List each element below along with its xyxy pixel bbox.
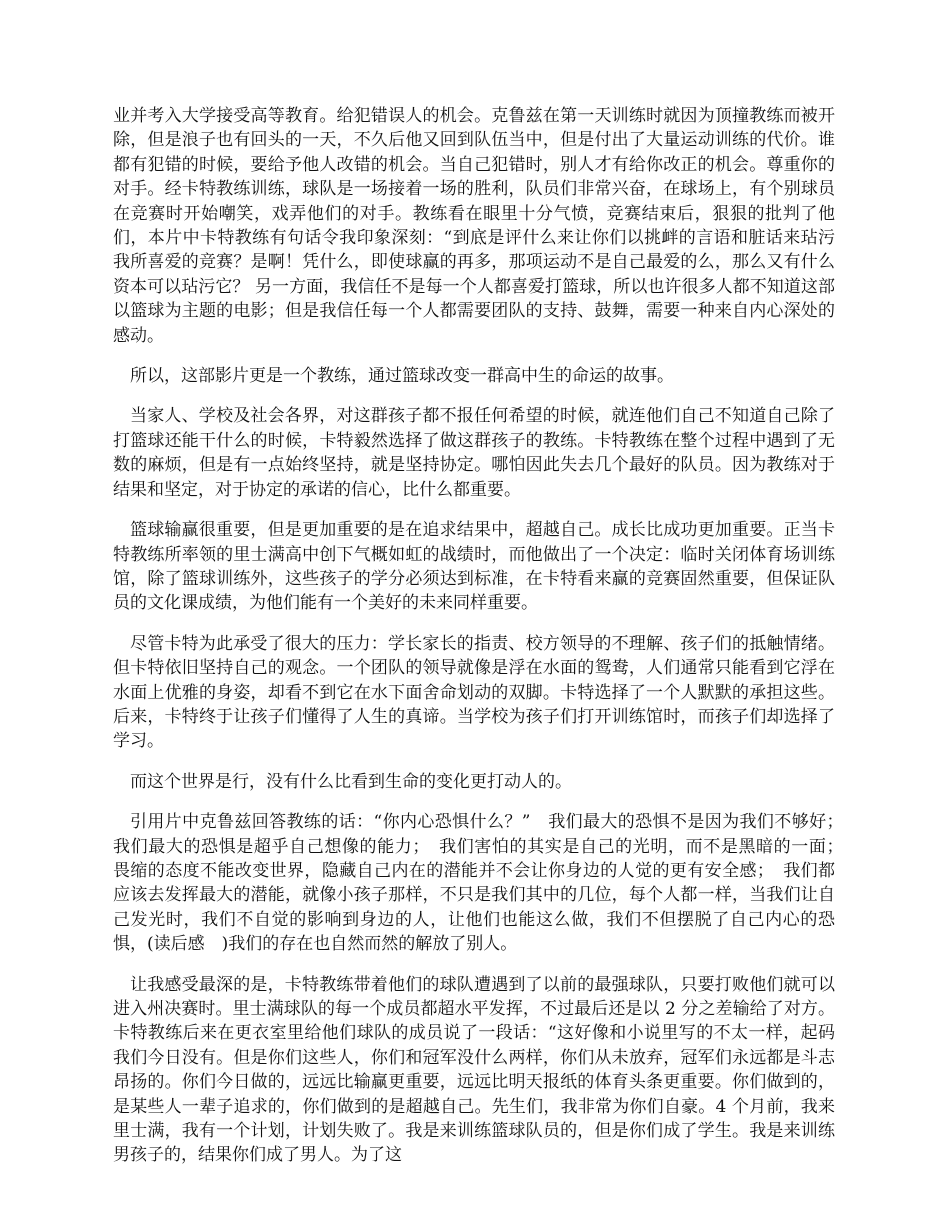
- paragraph-3: 当家人、学校及社会各界，对这群孩子都不报任何希望的时候，就连他们自己不知道自己除了打篮球还能干什么的时候，卡特毅然选择了做这群孩子的教练。卡特教练在整个过程中遇到了无数的麻烦，但是有一点始终坚持，就是坚持协定。哪怕因此失去几个最好的队员。因为教练对于结果和坚定，对于协定的承诺的信心，比什么都重要。: [113, 406, 835, 500]
- paragraph-4: 篮球输赢很重要，但是更加重要的是在追求结果中，超越自己。成长比成功更加重要。正当卡特教练所率领的里士满高中创下气概如虹的战绩时，而他做出了一个决定：临时关闭体育场训练馆，除了篮球训练外，这些孩子的学分必须达到标准，在卡特看来赢的竞赛固然重要，但保证队员的文化课成绩，为他们能有一个美好的未来同样重要。: [113, 520, 835, 614]
- paragraph-8: 让我感受最深的是，卡特教练带着他们的球队遭遇到了以前的最强球队，只要打败他们就可以进入州决赛时。里士满球队的每一个成员都超水平发挥，不过最后还是以 2 分之差输给了对方。卡特教练后来在更衣室里给他们球队的成员说了一段话：“这好像和小说里写的不太一样，起码我们今日没有。但是你们这些人，你们和冠军没什么两样，你们从未放弃，冠军们永远都是斗志昂扬的。你们今日做的，远远比输赢更重要，远远比明天报纸的体育头条更重要。你们做到的，是某些人一辈子追求的，你们做到的是超越自己。先生们，我非常为你们自豪。4 个月前，我来里士满，我有一个计划，计划失败了。我是来训练篮球队员的，但是你们成了学生。我是来训练男孩子的，结果你们成了男人。为了这: [113, 974, 835, 1166]
- paragraph-6: 而这个世界是行，没有什么比看到生命的变化更打动人的。: [130, 771, 572, 792]
- paragraph-7: 引用片中克鲁兹回答教练的话：“你内心恐惧什么？” 我们最大的恐惧不是因为我们不够好； 我们最大的恐惧是超乎自己想像的能力； 我们害怕的其实是自己的光明，而不是黑暗的一面； 畏缩的态度不能改变世界，隐藏自己内在的潜能并不会让你身边的人觉的更有安全感； 我们都应该去发挥最大的潜能，就像小孩子那样，不只是我们其中的几位，每个人都一样，当我们让自己发光时，我们不自觉的影响到身边的人，让他们也能这么做，我们不但摆脱了自己内心的恐惧，(读后感 )我们的存在也自然而然的解放了别人。: [113, 812, 852, 955]
- paragraph-1: 业并考入大学接受高等教育。给犯错误人的机会。克鲁兹在第一天训练时就因为顶撞教练而被开除，但是浪子也有回头的一天，不久后他又回到队伍当中，但是付出了大量运动训练的代价。谁都有犯错的时候，要给予他人改错的机会。当自己犯错时，别人才有给你改正的机会。尊重你的对手。经卡特教练训练，球队是一场接着一场的胜利，队员们非常兴奋，在球场上，有个别球员在竞赛时开始嘲笑，戏弄他们的对手。教练看在眼里十分气愤，竞赛结束后，狠狠的批判了他们，本片中卡特教练有句话令我印象深刻：“到底是评什么来让你们以挑衅的言语和脏话来玷污我所喜爱的竞赛？是啊！凭什么，即使球赢的再多，那项运动不是自己最爱的么，那么又有什么资本可以玷污它？ 另一方面，我信任不是每一个人都喜爱打篮球，所以也许很多人都不知道这部以篮球为主题的电影；但是我信任每一个人都需要团队的支持、鼓舞，需要一种来自内心深处的感动。: [113, 106, 835, 346]
- paragraph-5: 尽管卡特为此承受了很大的压力：学长家长的指责、校方领导的不理解、孩子们的抵触情绪。但卡特依旧坚持自己的观念。一个团队的领导就像是浮在水面的鸳鸯，人们通常只能看到它浮在水面上优雅的身姿，却看不到它在水下面舍命划动的双脚。卡特选择了一个人默默的承担这些。后来，卡特终于让孩子们懂得了人生的真谛。当学校为孩子们打开训练馆时，而孩子们却选择了学习。: [113, 633, 835, 752]
- document-body: [113, 104, 852, 1184]
- paragraph-2: 所以，这部影片更是一个教练，通过篮球改变一群高中生的命运的故事。: [130, 366, 674, 387]
